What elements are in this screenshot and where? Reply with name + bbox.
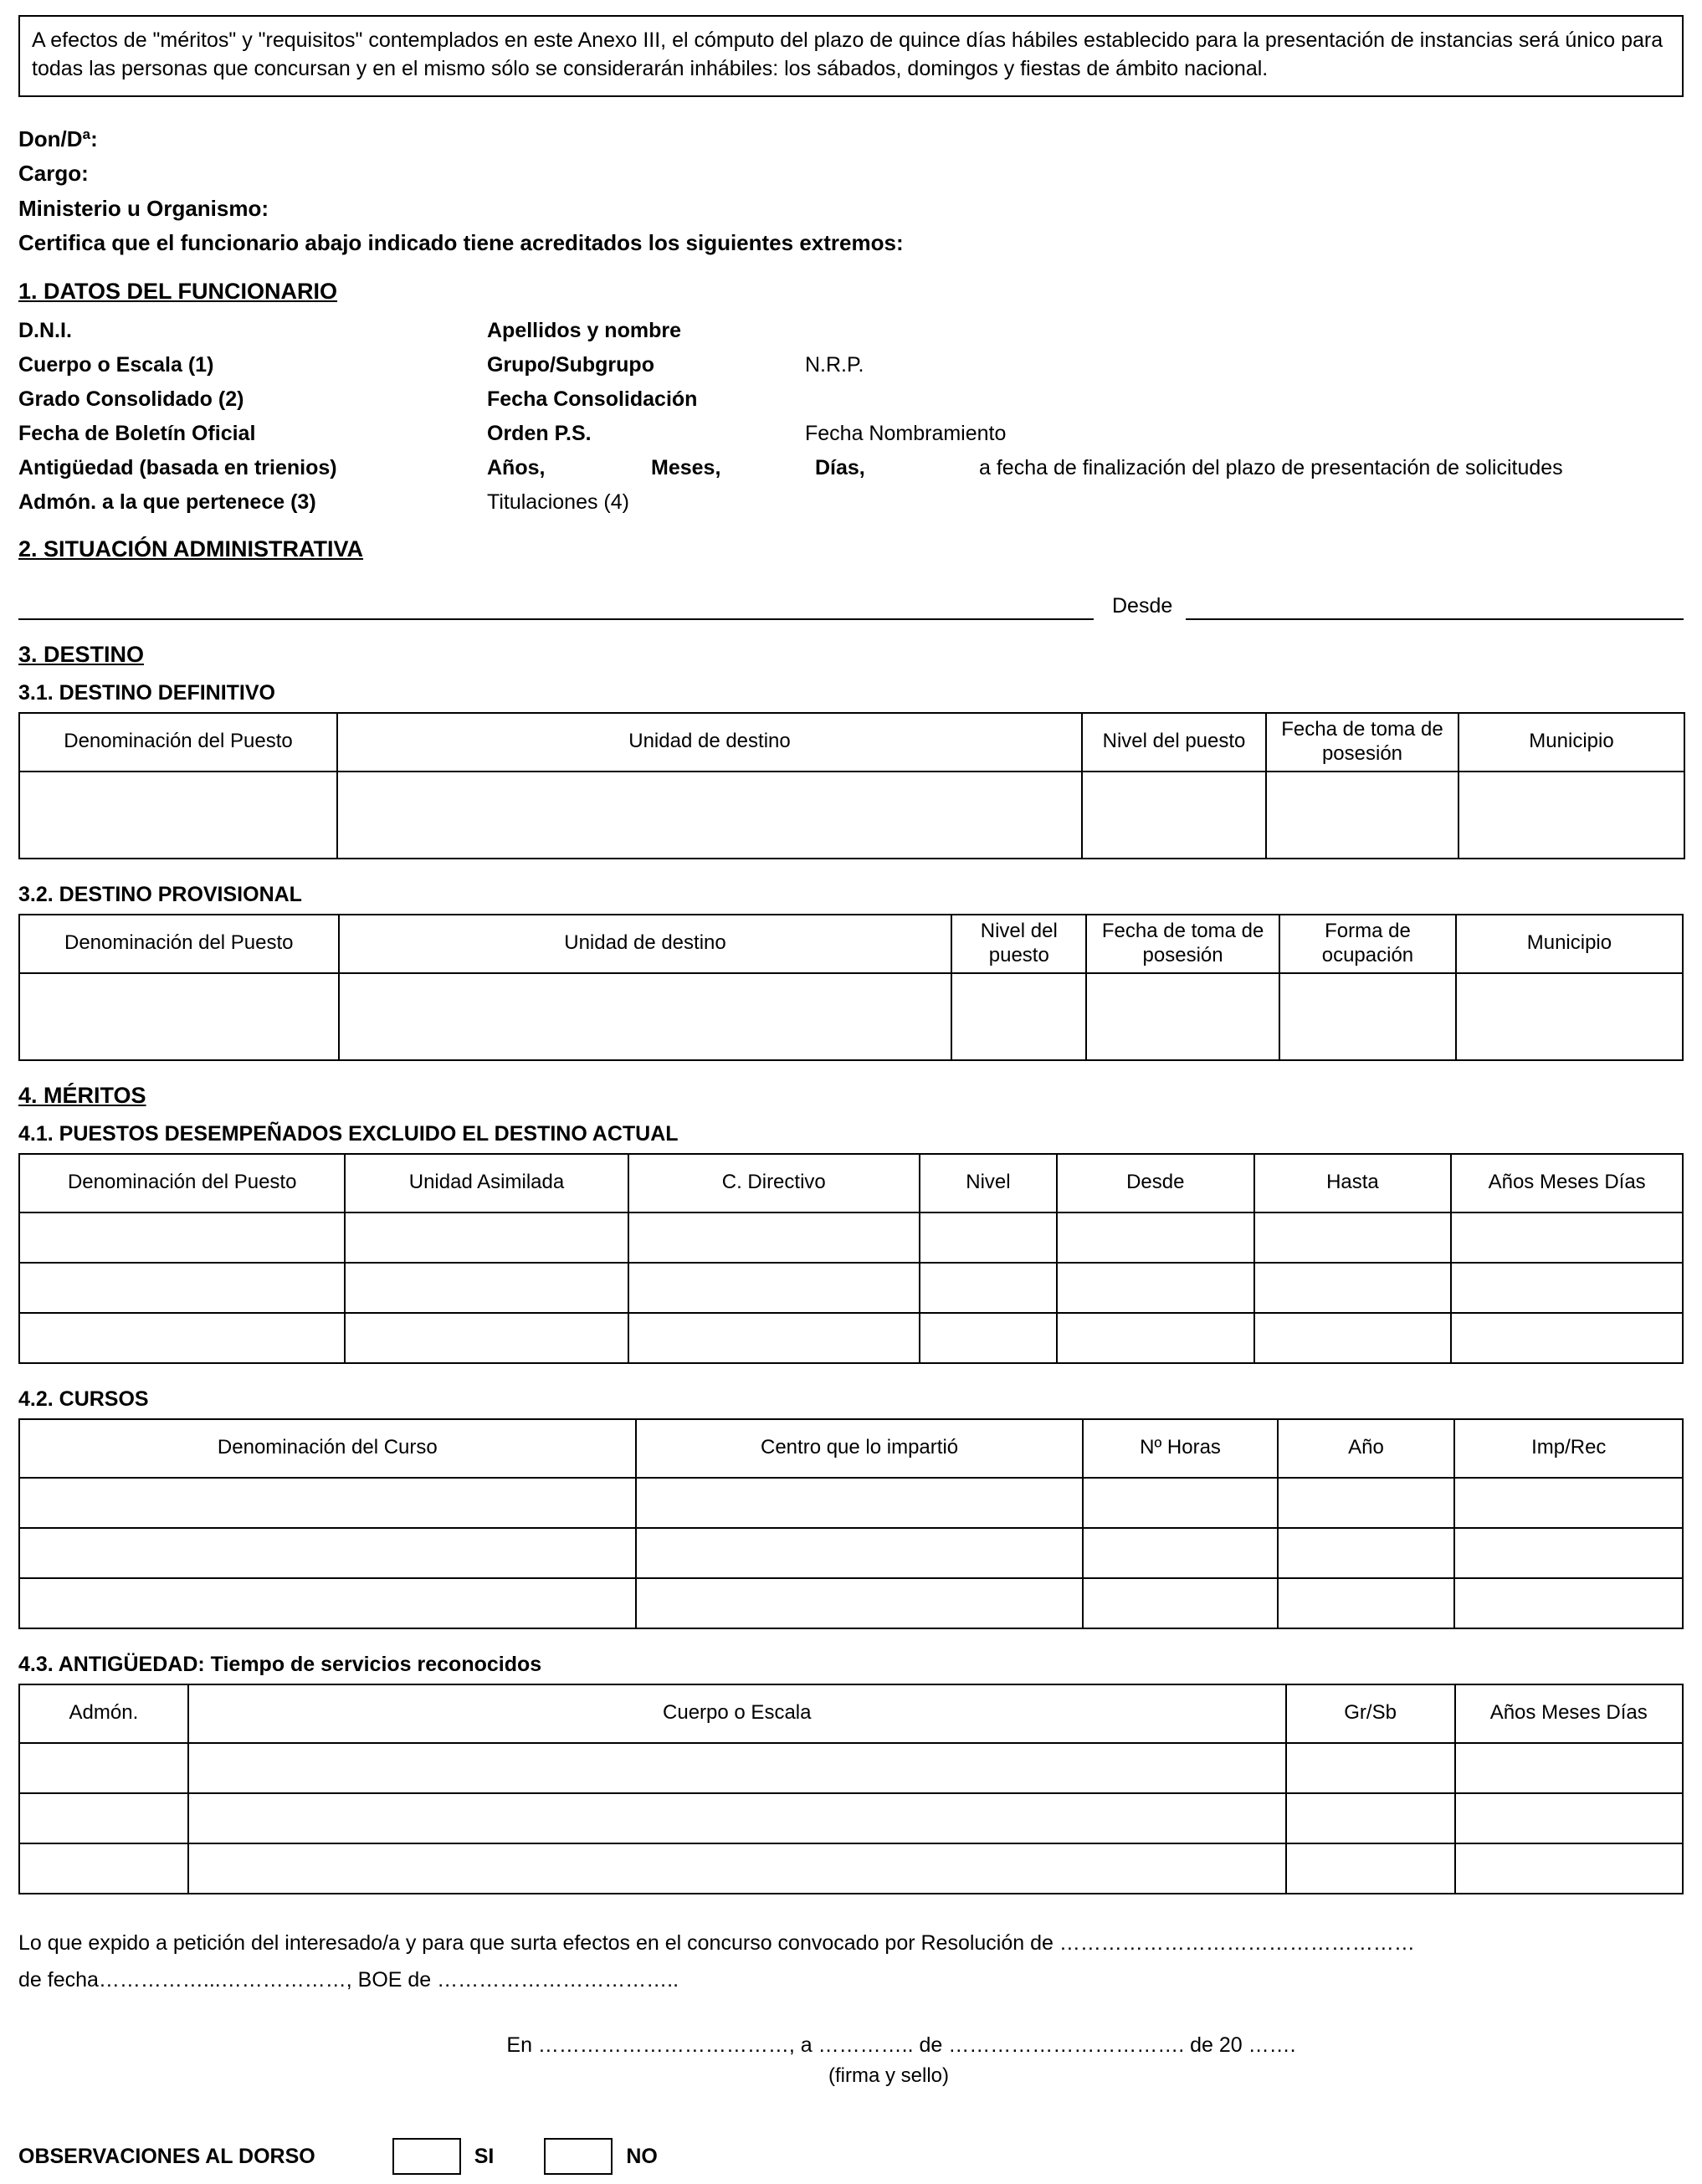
subsection-title-3-1: 3.1. DESTINO DEFINITIVO [18, 680, 275, 705]
subsection-title-4-2: 4.2. CURSOS [18, 1387, 149, 1411]
table-row [19, 1263, 1683, 1313]
section-title-2: 2. SITUACIÓN ADMINISTRATIVA [18, 536, 364, 561]
label-grado-consolidado: Grado Consolidado (2) [18, 387, 244, 411]
col-unidad-destino: Unidad de destino [337, 713, 1082, 772]
table-destino-provisional-wrap [18, 914, 1684, 1061]
cell-anio[interactable] [1278, 1528, 1455, 1578]
field-don: Don/Dª: [18, 126, 98, 151]
cell-unidad-destino[interactable] [337, 772, 1082, 859]
datos-row [18, 455, 1684, 480]
col-municipio: Municipio [1456, 915, 1683, 973]
cell-desde[interactable] [1057, 1313, 1254, 1363]
label-admon-pertenece: Admón. a la que pertenece (3) [18, 490, 316, 514]
cell-num-horas[interactable] [1083, 1578, 1277, 1628]
situacion-administrativa-row [18, 594, 1684, 620]
label-nrp: N.R.P. [805, 352, 864, 377]
cell-imp-rec[interactable] [1454, 1528, 1683, 1578]
col-gr-sb: Gr/Sb [1286, 1684, 1455, 1743]
table-puestos-wrap [18, 1153, 1684, 1364]
table-row [19, 1478, 1683, 1528]
observaciones-row [18, 2138, 1684, 2175]
cell-admon[interactable] [19, 1743, 188, 1793]
cell-unidad-destino[interactable] [339, 973, 952, 1060]
table-puestos-desempenados [18, 1153, 1684, 1364]
cell-hasta[interactable] [1254, 1212, 1452, 1263]
table-row [19, 772, 1684, 859]
cell-cuerpo-escala[interactable] [188, 1793, 1286, 1843]
desde-input-line[interactable] [1186, 595, 1684, 620]
cell-imp-rec[interactable] [1454, 1578, 1683, 1628]
checkbox-si[interactable] [392, 2138, 461, 2175]
cell-denominacion-curso[interactable] [19, 1478, 636, 1528]
col-nivel-puesto: Nivel del puesto [1082, 713, 1266, 772]
table-destino-provisional [18, 914, 1684, 1061]
cell-fecha-toma-posesion[interactable] [1266, 772, 1458, 859]
datos-row [18, 421, 1684, 446]
label-orden-ps: Orden P.S. [487, 421, 592, 445]
label-no: NO [626, 2144, 658, 2168]
cell-denominacion-curso[interactable] [19, 1578, 636, 1628]
cell-fecha-toma-posesion[interactable] [1086, 973, 1279, 1060]
cell-denominacion-puesto[interactable] [19, 973, 339, 1060]
table-antiguedad [18, 1684, 1684, 1894]
cell-gr-sb[interactable] [1286, 1743, 1455, 1793]
cell-nivel-puesto[interactable] [951, 973, 1086, 1060]
col-num-horas: Nº Horas [1083, 1419, 1277, 1478]
cell-gr-sb[interactable] [1286, 1843, 1455, 1894]
field-cargo: Cargo: [18, 161, 89, 186]
cell-anio[interactable] [1278, 1478, 1455, 1528]
table-destino-definitivo-wrap [18, 712, 1684, 859]
datos-row [18, 387, 1684, 412]
col-c-directivo: C. Directivo [628, 1154, 920, 1212]
label-grupo-subgrupo: Grupo/Subgrupo [487, 352, 654, 377]
section-title-4: 4. MÉRITOS [18, 1082, 146, 1108]
signature-label: (firma y sello) [828, 2064, 949, 2087]
cell-unidad-asimilada[interactable] [345, 1263, 628, 1313]
cell-c-directivo[interactable] [628, 1212, 920, 1263]
table-header-row [19, 1154, 1683, 1212]
table-row [19, 1578, 1683, 1628]
col-anios-meses-dias: Años Meses Días [1451, 1154, 1683, 1212]
cell-cuerpo-escala[interactable] [188, 1843, 1286, 1894]
observaciones-label: OBSERVACIONES AL DORSO [18, 2144, 315, 2168]
col-fecha-toma-posesion: Fecha de toma de posesión [1086, 915, 1279, 973]
col-denominacion-curso: Denominación del Curso [19, 1419, 636, 1478]
cell-hasta[interactable] [1254, 1313, 1452, 1363]
table-cursos [18, 1418, 1684, 1629]
datos-funcionario [18, 318, 1684, 515]
cell-imp-rec[interactable] [1454, 1478, 1683, 1528]
label-dni: D.N.I. [18, 318, 72, 342]
cell-denominacion-puesto[interactable] [19, 1263, 345, 1313]
cell-cuerpo-escala[interactable] [188, 1743, 1286, 1793]
col-municipio: Municipio [1458, 713, 1684, 772]
label-anios: Años, [487, 455, 546, 479]
closing-line-2: de fecha……………...………………, BOE de …………………………….. [18, 1967, 679, 1992]
table-row [19, 1528, 1683, 1578]
cell-admon[interactable] [19, 1793, 188, 1843]
col-nivel-puesto: Nivel del puesto [951, 915, 1086, 973]
closing-line-1: Lo que expido a petición del interesado/a y para que surta efectos en el concurso convocado por Resolución de …………………………………………… [18, 1930, 1415, 1955]
col-denominacion-puesto: Denominación del Puesto [19, 713, 337, 772]
cell-anios-meses-dias[interactable] [1451, 1263, 1683, 1313]
datos-row [18, 352, 1684, 377]
cell-anios-meses-dias[interactable] [1451, 1313, 1683, 1363]
cell-centro-impartio[interactable] [636, 1478, 1084, 1528]
section-title-3: 3. DESTINO [18, 641, 145, 667]
cell-hasta[interactable] [1254, 1263, 1452, 1313]
label-antiguedad: Antigüedad (basada en trienios) [18, 455, 337, 479]
col-anios-meses-dias: Años Meses Días [1455, 1684, 1684, 1743]
table-row [19, 1313, 1683, 1363]
cell-c-directivo[interactable] [628, 1263, 920, 1313]
col-unidad-asimilada: Unidad Asimilada [345, 1154, 628, 1212]
label-apellidos: Apellidos y nombre [487, 318, 681, 342]
table-row [19, 1843, 1683, 1894]
col-fecha-toma-posesion: Fecha de toma de posesión [1266, 713, 1458, 772]
label-desde: Desde [1112, 593, 1173, 618]
datos-row [18, 318, 1684, 343]
label-fecha-finalizacion: a fecha de finalización del plazo de presentación de solicitudes [979, 455, 1563, 479]
table-row [19, 1793, 1683, 1843]
label-cuerpo-escala: Cuerpo o Escala (1) [18, 352, 214, 377]
table-row [19, 1743, 1683, 1793]
label-si: SI [474, 2144, 495, 2168]
cell-centro-impartio[interactable] [636, 1578, 1084, 1628]
col-forma-ocupacion: Forma de ocupación [1279, 915, 1456, 973]
table-destino-definitivo [18, 712, 1685, 859]
cell-nivel[interactable] [920, 1263, 1057, 1313]
closing-text [18, 1928, 1684, 1996]
cell-desde[interactable] [1057, 1212, 1254, 1263]
notice-text: A efectos de "méritos" y "requisitos" contemplados en este Anexo III, el cómputo del plazo de quince días hábiles establecido para la presentación de instancias será único para todas las personas que concursan y en el mismo sólo se considerarán inhábiles: los sábados, domingos y fiestas de ámbito nacional. [32, 28, 1664, 80]
col-denominacion-puesto: Denominación del Puesto [19, 1154, 345, 1212]
cell-unidad-asimilada[interactable] [345, 1313, 628, 1363]
cell-denominacion-puesto[interactable] [19, 772, 337, 859]
field-ministerio: Ministerio u Organismo: [18, 195, 269, 221]
cell-anios-meses-dias[interactable] [1451, 1212, 1683, 1263]
datos-row [18, 490, 1684, 515]
cell-nivel-puesto[interactable] [1082, 772, 1266, 859]
subsection-title-3-2: 3.2. DESTINO PROVISIONAL [18, 882, 302, 906]
table-row [19, 973, 1683, 1060]
table-header-row [19, 1419, 1683, 1478]
cell-anios-meses-dias[interactable] [1455, 1793, 1684, 1843]
label-titulaciones: Titulaciones (4) [487, 490, 629, 514]
table-header-row [19, 1684, 1683, 1743]
cell-anios-meses-dias[interactable] [1455, 1743, 1684, 1793]
cell-num-horas[interactable] [1083, 1478, 1277, 1528]
cell-unidad-asimilada[interactable] [345, 1212, 628, 1263]
col-cuerpo-escala: Cuerpo o Escala [188, 1684, 1286, 1743]
col-unidad-destino: Unidad de destino [339, 915, 952, 973]
cell-anio[interactable] [1278, 1578, 1455, 1628]
cell-nivel[interactable] [920, 1212, 1057, 1263]
cell-denominacion-puesto[interactable] [19, 1212, 345, 1263]
table-antiguedad-wrap [18, 1684, 1684, 1894]
col-denominacion-puesto: Denominación del Puesto [19, 915, 339, 973]
situacion-input-line[interactable] [18, 595, 1094, 620]
checkbox-no[interactable] [544, 2138, 613, 2175]
cell-municipio[interactable] [1458, 772, 1684, 859]
cell-nivel[interactable] [920, 1313, 1057, 1363]
cell-centro-impartio[interactable] [636, 1528, 1084, 1578]
col-hasta: Hasta [1254, 1154, 1452, 1212]
section-title-1: 1. DATOS DEL FUNCIONARIO [18, 278, 338, 304]
label-fecha-consolidacion: Fecha Consolidación [487, 387, 698, 411]
col-admon: Admón. [19, 1684, 188, 1743]
field-certifica: Certifica que el funcionario abajo indicado tiene acreditados los siguientes extremos: [18, 230, 904, 255]
place-date-line: En ………………………………, a ………….. de ……………………………. de 20 ……. [506, 2033, 1296, 2057]
cell-forma-ocupacion[interactable] [1279, 973, 1456, 1060]
cell-c-directivo[interactable] [628, 1313, 920, 1363]
cell-gr-sb[interactable] [1286, 1793, 1455, 1843]
table-cursos-wrap [18, 1418, 1684, 1629]
label-fecha-boletin: Fecha de Boletín Oficial [18, 421, 256, 445]
cell-denominacion-curso[interactable] [19, 1528, 636, 1578]
table-header-row [19, 915, 1683, 973]
label-meses: Meses, [651, 455, 721, 479]
label-fecha-nombramiento: Fecha Nombramiento [805, 421, 1007, 445]
table-header-row [19, 713, 1684, 772]
cell-admon[interactable] [19, 1843, 188, 1894]
subsection-title-4-3: 4.3. ANTIGÜEDAD: Tiempo de servicios reconocidos [18, 1652, 542, 1676]
cell-denominacion-puesto[interactable] [19, 1313, 345, 1363]
subsection-title-4-1: 4.1. PUESTOS DESEMPEÑADOS EXCLUIDO EL DESTINO ACTUAL [18, 1121, 679, 1146]
col-nivel: Nivel [920, 1154, 1057, 1212]
col-anio: Año [1278, 1419, 1455, 1478]
col-centro-impartio: Centro que lo impartió [636, 1419, 1084, 1478]
col-imp-rec: Imp/Rec [1454, 1419, 1683, 1478]
col-desde: Desde [1057, 1154, 1254, 1212]
table-row [19, 1212, 1683, 1263]
label-dias: Días, [815, 455, 865, 479]
notice-box [18, 15, 1684, 97]
cell-anios-meses-dias[interactable] [1455, 1843, 1684, 1894]
cell-municipio[interactable] [1456, 973, 1683, 1060]
cell-desde[interactable] [1057, 1263, 1254, 1313]
cell-num-horas[interactable] [1083, 1528, 1277, 1578]
